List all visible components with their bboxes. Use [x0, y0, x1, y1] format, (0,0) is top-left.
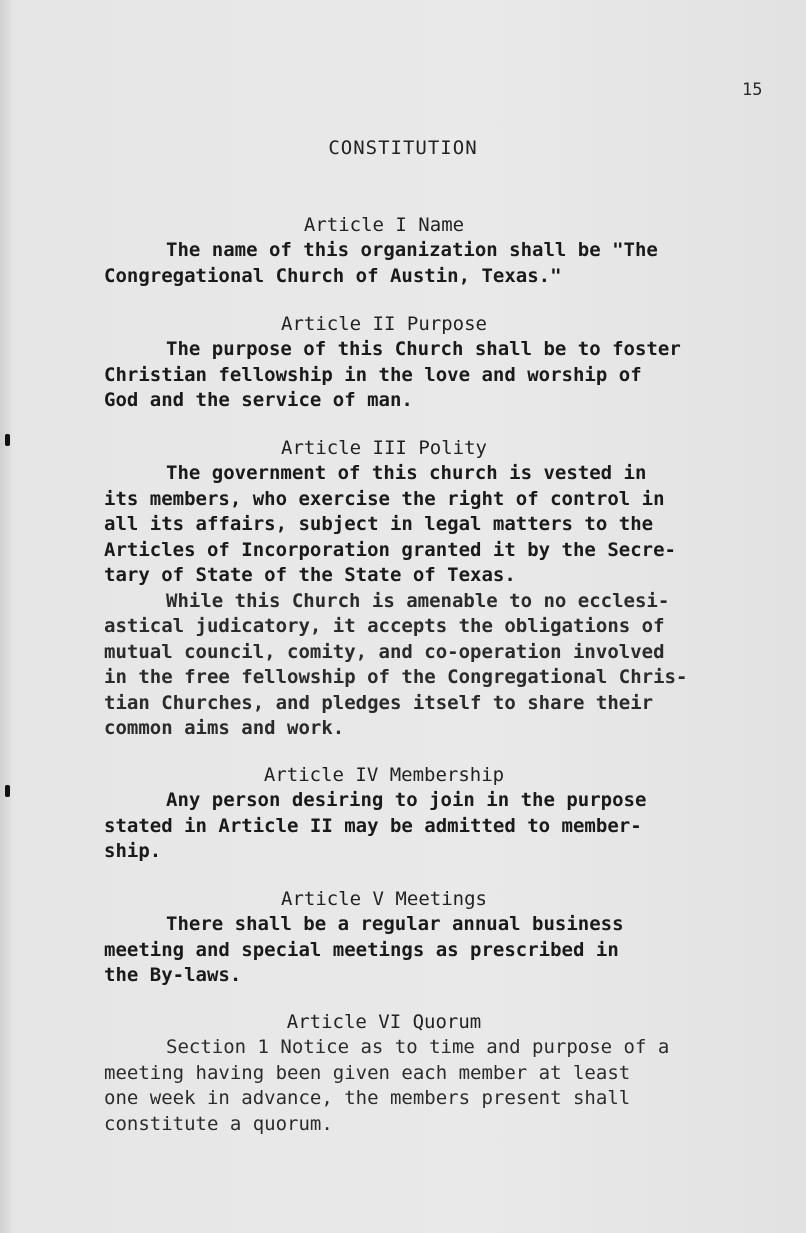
article-6 — [104, 1009, 784, 1137]
article-3 — [104, 435, 784, 742]
article-heading: Article III Polity — [281, 437, 487, 459]
article-heading: Article IV Membership — [263, 764, 505, 786]
page-title: CONSTITUTION — [328, 137, 478, 159]
article-paragraph: The purpose of this Church shall be to foster Christian fellowship in the love and worship of God and the service of man. — [104, 338, 681, 411]
margin-mark — [5, 785, 10, 797]
article-paragraph: Section 1 Notice as to time and purpose of a meeting having been given each member at least one week in advance, the members present shall constitute a quorum. — [104, 1036, 670, 1135]
article-4 — [104, 762, 784, 865]
article-2 — [104, 311, 784, 414]
article-paragraph: There shall be a regular annual business meeting and special meetings as prescribed in the By-laws. — [104, 913, 624, 986]
article-heading: Article I Name — [303, 214, 465, 236]
article-paragraph: While this Church is amenable to no ecclesi- astical judicatory, it accepts the obligations of mutual council, comity, and co-operation involved in the free fellowship of the Congregational Chris- tian Churches, and pledges itself to share their common aims and work. — [104, 589, 688, 739]
article-paragraph: The government of this church is vested in its members, who exercise the right of control in all its affairs, subject in legal matters to the Articles of Incorporation granted it by the Secre- tary of State of the State of Texas. — [104, 462, 676, 586]
article-5 — [104, 886, 784, 989]
article-paragraph: The name of this organization shall be "The Congregational Church of Austin, Texas." — [104, 239, 658, 287]
article-heading: Article V Meetings — [281, 888, 487, 910]
article-paragraph: Any person desiring to join in the purpose stated in Article II may be admitted to member- ship. — [104, 789, 647, 862]
article-heading: Article VI Quorum — [286, 1011, 482, 1033]
article-1 — [104, 212, 784, 289]
page-number: 15 — [742, 80, 763, 100]
article-heading: Article II Purpose — [281, 313, 487, 335]
margin-mark — [5, 434, 10, 446]
